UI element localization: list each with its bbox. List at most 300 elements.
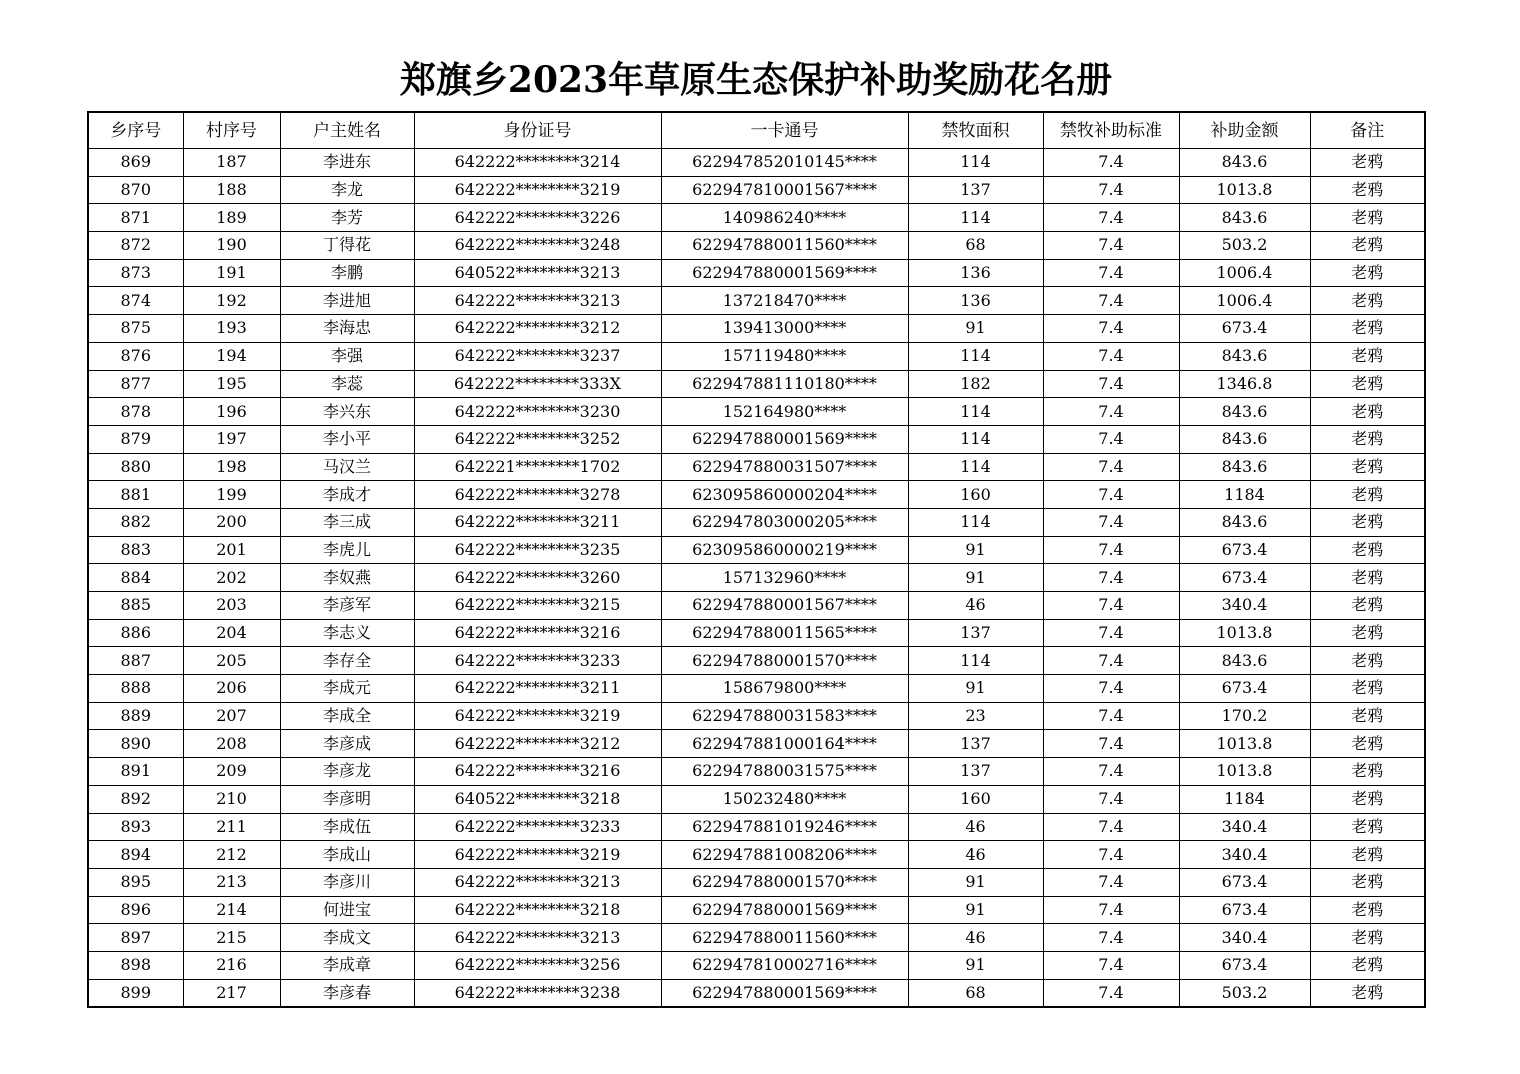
card-number-cell: 622947881008206**** xyxy=(661,841,908,869)
card-number-cell: 622947880001569**** xyxy=(661,896,908,924)
subsidy-amount-cell: 673.4 xyxy=(1179,896,1310,924)
subsidy-standard-cell: 7.4 xyxy=(1043,453,1179,481)
remark-cell: 老鸦 xyxy=(1310,481,1425,509)
xiang-seq-cell: 870 xyxy=(88,176,183,204)
id-number-cell: 642222********3218 xyxy=(414,896,661,924)
remark-cell: 老鸦 xyxy=(1310,315,1425,343)
id-number-cell: 642222********3226 xyxy=(414,204,661,232)
grazing-ban-area-cell: 91 xyxy=(908,896,1043,924)
xiang-seq-cell: 882 xyxy=(88,508,183,536)
xiang-seq-cell: 884 xyxy=(88,564,183,592)
xiang-seq-cell: 887 xyxy=(88,647,183,675)
subsidy-amount-cell: 673.4 xyxy=(1179,564,1310,592)
card-number-cell: 622947881000164**** xyxy=(661,730,908,758)
xiang-seq-cell: 879 xyxy=(88,425,183,453)
xiang-seq-cell: 889 xyxy=(88,702,183,730)
householder-name-cell: 李奴燕 xyxy=(280,564,414,592)
subsidy-standard-cell: 7.4 xyxy=(1043,287,1179,315)
subsidy-standard-cell: 7.4 xyxy=(1043,176,1179,204)
xiang-seq-cell: 895 xyxy=(88,868,183,896)
xiang-seq-cell: 883 xyxy=(88,536,183,564)
subsidy-amount-cell: 1006.4 xyxy=(1179,259,1310,287)
column-header-subsidy-standard: 禁牧补助标准 xyxy=(1043,112,1179,149)
subsidy-standard-cell: 7.4 xyxy=(1043,619,1179,647)
xiang-seq-cell: 890 xyxy=(88,730,183,758)
grazing-ban-area-cell: 23 xyxy=(908,702,1043,730)
subsidy-standard-cell: 7.4 xyxy=(1043,675,1179,703)
householder-name-cell: 李虎儿 xyxy=(280,536,414,564)
card-number-cell: 623095860000219**** xyxy=(661,536,908,564)
table-row xyxy=(88,592,1425,620)
subsidy-amount-cell: 843.6 xyxy=(1179,453,1310,481)
xiang-seq-cell: 869 xyxy=(88,149,183,177)
xiang-seq-cell: 876 xyxy=(88,342,183,370)
subsidy-amount-cell: 1013.8 xyxy=(1179,619,1310,647)
table-row xyxy=(88,398,1425,426)
table-row xyxy=(88,453,1425,481)
grazing-ban-area-cell: 46 xyxy=(908,841,1043,869)
card-number-cell: 622947880031583**** xyxy=(661,702,908,730)
subsidy-amount-cell: 1184 xyxy=(1179,785,1310,813)
xiang-seq-cell: 875 xyxy=(88,315,183,343)
householder-name-cell: 李成山 xyxy=(280,841,414,869)
xiang-seq-cell: 881 xyxy=(88,481,183,509)
subsidy-standard-cell: 7.4 xyxy=(1043,785,1179,813)
id-number-cell: 642222********3213 xyxy=(414,924,661,952)
village-seq-cell: 200 xyxy=(183,508,280,536)
householder-name-cell: 李兴东 xyxy=(280,398,414,426)
subsidy-amount-cell: 843.6 xyxy=(1179,204,1310,232)
column-header-village-seq: 村序号 xyxy=(183,112,280,149)
subsidy-standard-cell: 7.4 xyxy=(1043,232,1179,260)
village-seq-cell: 204 xyxy=(183,619,280,647)
remark-cell: 老鸦 xyxy=(1310,896,1425,924)
id-number-cell: 640522********3218 xyxy=(414,785,661,813)
householder-name-cell: 李成元 xyxy=(280,675,414,703)
table-row xyxy=(88,924,1425,952)
village-seq-cell: 195 xyxy=(183,370,280,398)
subsidy-amount-cell: 673.4 xyxy=(1179,536,1310,564)
table-row xyxy=(88,149,1425,177)
xiang-seq-cell: 894 xyxy=(88,841,183,869)
householder-name-cell: 李进旭 xyxy=(280,287,414,315)
id-number-cell: 642222********3233 xyxy=(414,813,661,841)
table-row xyxy=(88,342,1425,370)
remark-cell: 老鸦 xyxy=(1310,813,1425,841)
village-seq-cell: 188 xyxy=(183,176,280,204)
village-seq-cell: 193 xyxy=(183,315,280,343)
village-seq-cell: 211 xyxy=(183,813,280,841)
subsidy-amount-cell: 843.6 xyxy=(1179,398,1310,426)
subsidy-standard-cell: 7.4 xyxy=(1043,204,1179,232)
grazing-ban-area-cell: 91 xyxy=(908,536,1043,564)
id-number-cell: 642222********3213 xyxy=(414,868,661,896)
remark-cell: 老鸦 xyxy=(1310,979,1425,1007)
remark-cell: 老鸦 xyxy=(1310,259,1425,287)
table-row xyxy=(88,979,1425,1007)
remark-cell: 老鸦 xyxy=(1310,342,1425,370)
table-row xyxy=(88,813,1425,841)
village-seq-cell: 210 xyxy=(183,785,280,813)
remark-cell: 老鸦 xyxy=(1310,536,1425,564)
card-number-cell: 140986240**** xyxy=(661,204,908,232)
village-seq-cell: 197 xyxy=(183,425,280,453)
remark-cell: 老鸦 xyxy=(1310,758,1425,786)
householder-name-cell: 李成才 xyxy=(280,481,414,509)
remark-cell: 老鸦 xyxy=(1310,508,1425,536)
subsidy-amount-cell: 1013.8 xyxy=(1179,758,1310,786)
remark-cell: 老鸦 xyxy=(1310,204,1425,232)
grazing-ban-area-cell: 137 xyxy=(908,758,1043,786)
grazing-ban-area-cell: 46 xyxy=(908,924,1043,952)
card-number-cell: 622947880001569**** xyxy=(661,979,908,1007)
id-number-cell: 642222********3219 xyxy=(414,841,661,869)
card-number-cell: 622947880001569**** xyxy=(661,425,908,453)
card-number-cell: 622947880031507**** xyxy=(661,453,908,481)
grazing-ban-area-cell: 160 xyxy=(908,785,1043,813)
village-seq-cell: 207 xyxy=(183,702,280,730)
card-number-cell: 622947881110180**** xyxy=(661,370,908,398)
subsidy-amount-cell: 1013.8 xyxy=(1179,730,1310,758)
id-number-cell: 642222********3212 xyxy=(414,730,661,758)
subsidy-amount-cell: 340.4 xyxy=(1179,924,1310,952)
id-number-cell: 642222********333X xyxy=(414,370,661,398)
village-seq-cell: 213 xyxy=(183,868,280,896)
card-number-cell: 622947880031575**** xyxy=(661,758,908,786)
remark-cell: 老鸦 xyxy=(1310,287,1425,315)
householder-name-cell: 李蕊 xyxy=(280,370,414,398)
card-number-cell: 622947880001567**** xyxy=(661,592,908,620)
grazing-ban-area-cell: 114 xyxy=(908,342,1043,370)
id-number-cell: 642222********3215 xyxy=(414,592,661,620)
remark-cell: 老鸦 xyxy=(1310,785,1425,813)
table-row xyxy=(88,176,1425,204)
subsidy-standard-cell: 7.4 xyxy=(1043,868,1179,896)
grazing-ban-area-cell: 114 xyxy=(908,647,1043,675)
grazing-ban-area-cell: 46 xyxy=(908,592,1043,620)
card-number-cell: 152164980**** xyxy=(661,398,908,426)
subsidy-standard-cell: 7.4 xyxy=(1043,924,1179,952)
id-number-cell: 642222********3278 xyxy=(414,481,661,509)
xiang-seq-cell: 872 xyxy=(88,232,183,260)
xiang-seq-cell: 892 xyxy=(88,785,183,813)
id-number-cell: 642222********3213 xyxy=(414,287,661,315)
village-seq-cell: 209 xyxy=(183,758,280,786)
grazing-ban-area-cell: 114 xyxy=(908,149,1043,177)
village-seq-cell: 189 xyxy=(183,204,280,232)
grazing-ban-area-cell: 136 xyxy=(908,259,1043,287)
card-number-cell: 622947880011560**** xyxy=(661,924,908,952)
householder-name-cell: 马汉兰 xyxy=(280,453,414,481)
xiang-seq-cell: 877 xyxy=(88,370,183,398)
grazing-ban-area-cell: 91 xyxy=(908,315,1043,343)
table-row xyxy=(88,758,1425,786)
subsidy-amount-cell: 673.4 xyxy=(1179,868,1310,896)
householder-name-cell: 李强 xyxy=(280,342,414,370)
village-seq-cell: 208 xyxy=(183,730,280,758)
column-header-householder-name: 户主姓名 xyxy=(280,112,414,149)
card-number-cell: 150232480**** xyxy=(661,785,908,813)
grazing-ban-area-cell: 114 xyxy=(908,398,1043,426)
subsidy-amount-cell: 1013.8 xyxy=(1179,176,1310,204)
column-header-subsidy-amount: 补助金额 xyxy=(1179,112,1310,149)
householder-name-cell: 李彦川 xyxy=(280,868,414,896)
grazing-ban-area-cell: 114 xyxy=(908,204,1043,232)
subsidy-amount-cell: 1006.4 xyxy=(1179,287,1310,315)
grazing-ban-area-cell: 136 xyxy=(908,287,1043,315)
remark-cell: 老鸦 xyxy=(1310,675,1425,703)
subsidy-amount-cell: 673.4 xyxy=(1179,951,1310,979)
subsidy-standard-cell: 7.4 xyxy=(1043,342,1179,370)
xiang-seq-cell: 880 xyxy=(88,453,183,481)
xiang-seq-cell: 899 xyxy=(88,979,183,1007)
householder-name-cell: 李进东 xyxy=(280,149,414,177)
column-header-id-number: 身份证号 xyxy=(414,112,661,149)
remark-cell: 老鸦 xyxy=(1310,924,1425,952)
village-seq-cell: 214 xyxy=(183,896,280,924)
village-seq-cell: 191 xyxy=(183,259,280,287)
column-header-remark: 备注 xyxy=(1310,112,1425,149)
id-number-cell: 642221********1702 xyxy=(414,453,661,481)
village-seq-cell: 187 xyxy=(183,149,280,177)
column-header-card-number: 一卡通号 xyxy=(661,112,908,149)
village-seq-cell: 217 xyxy=(183,979,280,1007)
card-number-cell: 622947880011560**** xyxy=(661,232,908,260)
subsidy-amount-cell: 843.6 xyxy=(1179,425,1310,453)
grazing-ban-area-cell: 137 xyxy=(908,619,1043,647)
id-number-cell: 642222********3260 xyxy=(414,564,661,592)
card-number-cell: 622947852010145**** xyxy=(661,149,908,177)
card-number-cell: 622947880001569**** xyxy=(661,259,908,287)
table-row xyxy=(88,287,1425,315)
village-seq-cell: 194 xyxy=(183,342,280,370)
table-row xyxy=(88,315,1425,343)
subsidy-standard-cell: 7.4 xyxy=(1043,647,1179,675)
remark-cell: 老鸦 xyxy=(1310,702,1425,730)
table-row xyxy=(88,951,1425,979)
village-seq-cell: 199 xyxy=(183,481,280,509)
village-seq-cell: 216 xyxy=(183,951,280,979)
village-seq-cell: 212 xyxy=(183,841,280,869)
subsidy-standard-cell: 7.4 xyxy=(1043,758,1179,786)
id-number-cell: 642222********3216 xyxy=(414,619,661,647)
householder-name-cell: 何进宝 xyxy=(280,896,414,924)
grazing-ban-area-cell: 46 xyxy=(908,813,1043,841)
householder-name-cell: 李小平 xyxy=(280,425,414,453)
grazing-ban-area-cell: 114 xyxy=(908,453,1043,481)
card-number-cell: 157132960**** xyxy=(661,564,908,592)
subsidy-standard-cell: 7.4 xyxy=(1043,149,1179,177)
id-number-cell: 640522********3213 xyxy=(414,259,661,287)
card-number-cell: 622947803000205**** xyxy=(661,508,908,536)
card-number-cell: 622947880011565**** xyxy=(661,619,908,647)
village-seq-cell: 203 xyxy=(183,592,280,620)
id-number-cell: 642222********3233 xyxy=(414,647,661,675)
header-row xyxy=(88,112,1425,149)
subsidy-standard-cell: 7.4 xyxy=(1043,979,1179,1007)
village-seq-cell: 215 xyxy=(183,924,280,952)
subsidy-amount-cell: 843.6 xyxy=(1179,647,1310,675)
subsidy-amount-cell: 1346.8 xyxy=(1179,370,1310,398)
householder-name-cell: 李彦龙 xyxy=(280,758,414,786)
remark-cell: 老鸦 xyxy=(1310,730,1425,758)
table-row xyxy=(88,508,1425,536)
id-number-cell: 642222********3212 xyxy=(414,315,661,343)
table-row xyxy=(88,868,1425,896)
card-number-cell: 157119480**** xyxy=(661,342,908,370)
householder-name-cell: 李成伍 xyxy=(280,813,414,841)
card-number-cell: 137218470**** xyxy=(661,287,908,315)
village-seq-cell: 198 xyxy=(183,453,280,481)
card-number-cell: 622947810002716**** xyxy=(661,951,908,979)
subsidy-standard-cell: 7.4 xyxy=(1043,951,1179,979)
subsidy-standard-cell: 7.4 xyxy=(1043,425,1179,453)
householder-name-cell: 李彦明 xyxy=(280,785,414,813)
table-row xyxy=(88,536,1425,564)
grazing-ban-area-cell: 91 xyxy=(908,868,1043,896)
table-row xyxy=(88,425,1425,453)
remark-cell: 老鸦 xyxy=(1310,425,1425,453)
xiang-seq-cell: 893 xyxy=(88,813,183,841)
householder-name-cell: 李志义 xyxy=(280,619,414,647)
remark-cell: 老鸦 xyxy=(1310,564,1425,592)
subsidy-standard-cell: 7.4 xyxy=(1043,841,1179,869)
id-number-cell: 642222********3248 xyxy=(414,232,661,260)
subsidy-standard-cell: 7.4 xyxy=(1043,259,1179,287)
table-header xyxy=(88,112,1425,149)
xiang-seq-cell: 878 xyxy=(88,398,183,426)
subsidy-amount-cell: 843.6 xyxy=(1179,149,1310,177)
householder-name-cell: 李成文 xyxy=(280,924,414,952)
householder-name-cell: 李存全 xyxy=(280,647,414,675)
householder-name-cell: 李彦军 xyxy=(280,592,414,620)
subsidy-standard-cell: 7.4 xyxy=(1043,813,1179,841)
xiang-seq-cell: 897 xyxy=(88,924,183,952)
card-number-cell: 622947881019246**** xyxy=(661,813,908,841)
subsidy-standard-cell: 7.4 xyxy=(1043,730,1179,758)
subsidy-amount-cell: 673.4 xyxy=(1179,315,1310,343)
column-header-xiang-seq: 乡序号 xyxy=(88,112,183,149)
id-number-cell: 642222********3214 xyxy=(414,149,661,177)
remark-cell: 老鸦 xyxy=(1310,453,1425,481)
xiang-seq-cell: 873 xyxy=(88,259,183,287)
id-number-cell: 642222********3256 xyxy=(414,951,661,979)
xiang-seq-cell: 898 xyxy=(88,951,183,979)
id-number-cell: 642222********3237 xyxy=(414,342,661,370)
remark-cell: 老鸦 xyxy=(1310,868,1425,896)
card-number-cell: 139413000**** xyxy=(661,315,908,343)
remark-cell: 老鸦 xyxy=(1310,592,1425,620)
xiang-seq-cell: 888 xyxy=(88,675,183,703)
grazing-ban-area-cell: 137 xyxy=(908,730,1043,758)
grazing-ban-area-cell: 68 xyxy=(908,232,1043,260)
grazing-ban-area-cell: 91 xyxy=(908,675,1043,703)
table-row xyxy=(88,619,1425,647)
table-row xyxy=(88,204,1425,232)
id-number-cell: 642222********3211 xyxy=(414,508,661,536)
village-seq-cell: 192 xyxy=(183,287,280,315)
xiang-seq-cell: 871 xyxy=(88,204,183,232)
subsidy-amount-cell: 340.4 xyxy=(1179,813,1310,841)
remark-cell: 老鸦 xyxy=(1310,398,1425,426)
grazing-ban-area-cell: 160 xyxy=(908,481,1043,509)
table-row xyxy=(88,647,1425,675)
id-number-cell: 642222********3219 xyxy=(414,176,661,204)
householder-name-cell: 李鹏 xyxy=(280,259,414,287)
subsidy-amount-cell: 340.4 xyxy=(1179,592,1310,620)
table-body xyxy=(88,149,1425,1008)
householder-name-cell: 李龙 xyxy=(280,176,414,204)
card-number-cell: 622947880001570**** xyxy=(661,647,908,675)
subsidy-amount-cell: 170.2 xyxy=(1179,702,1310,730)
id-number-cell: 642222********3252 xyxy=(414,425,661,453)
grazing-ban-area-cell: 114 xyxy=(908,508,1043,536)
subsidy-amount-cell: 1184 xyxy=(1179,481,1310,509)
id-number-cell: 642222********3216 xyxy=(414,758,661,786)
remark-cell: 老鸦 xyxy=(1310,370,1425,398)
card-number-cell: 623095860000204**** xyxy=(661,481,908,509)
remark-cell: 老鸦 xyxy=(1310,149,1425,177)
subsidy-amount-cell: 503.2 xyxy=(1179,979,1310,1007)
householder-name-cell: 李三成 xyxy=(280,508,414,536)
village-seq-cell: 190 xyxy=(183,232,280,260)
table-row xyxy=(88,841,1425,869)
remark-cell: 老鸦 xyxy=(1310,951,1425,979)
subsidy-standard-cell: 7.4 xyxy=(1043,896,1179,924)
householder-name-cell: 李芳 xyxy=(280,204,414,232)
householder-name-cell: 丁得花 xyxy=(280,232,414,260)
table-row xyxy=(88,675,1425,703)
subsidy-amount-cell: 340.4 xyxy=(1179,841,1310,869)
xiang-seq-cell: 885 xyxy=(88,592,183,620)
xiang-seq-cell: 896 xyxy=(88,896,183,924)
id-number-cell: 642222********3230 xyxy=(414,398,661,426)
subsidy-amount-cell: 843.6 xyxy=(1179,342,1310,370)
grazing-ban-area-cell: 91 xyxy=(908,951,1043,979)
subsidy-standard-cell: 7.4 xyxy=(1043,592,1179,620)
xiang-seq-cell: 891 xyxy=(88,758,183,786)
subsidy-amount-cell: 843.6 xyxy=(1179,508,1310,536)
remark-cell: 老鸦 xyxy=(1310,841,1425,869)
table-row xyxy=(88,259,1425,287)
grazing-ban-area-cell: 137 xyxy=(908,176,1043,204)
xiang-seq-cell: 874 xyxy=(88,287,183,315)
subsidy-standard-cell: 7.4 xyxy=(1043,315,1179,343)
householder-name-cell: 李成章 xyxy=(280,951,414,979)
subsidy-amount-cell: 503.2 xyxy=(1179,232,1310,260)
grazing-ban-area-cell: 114 xyxy=(908,425,1043,453)
subsidy-standard-cell: 7.4 xyxy=(1043,481,1179,509)
remark-cell: 老鸦 xyxy=(1310,176,1425,204)
householder-name-cell: 李成全 xyxy=(280,702,414,730)
table-row xyxy=(88,232,1425,260)
table-row xyxy=(88,481,1425,509)
column-header-grazing-ban-area: 禁牧面积 xyxy=(908,112,1043,149)
subsidy-standard-cell: 7.4 xyxy=(1043,564,1179,592)
table-row xyxy=(88,702,1425,730)
village-seq-cell: 201 xyxy=(183,536,280,564)
grazing-ban-area-cell: 91 xyxy=(908,564,1043,592)
id-number-cell: 642222********3219 xyxy=(414,702,661,730)
table-row xyxy=(88,730,1425,758)
card-number-cell: 622947880001570**** xyxy=(661,868,908,896)
subsidy-standard-cell: 7.4 xyxy=(1043,370,1179,398)
id-number-cell: 642222********3235 xyxy=(414,536,661,564)
subsidy-amount-cell: 673.4 xyxy=(1179,675,1310,703)
id-number-cell: 642222********3211 xyxy=(414,675,661,703)
village-seq-cell: 205 xyxy=(183,647,280,675)
subsidy-standard-cell: 7.4 xyxy=(1043,702,1179,730)
